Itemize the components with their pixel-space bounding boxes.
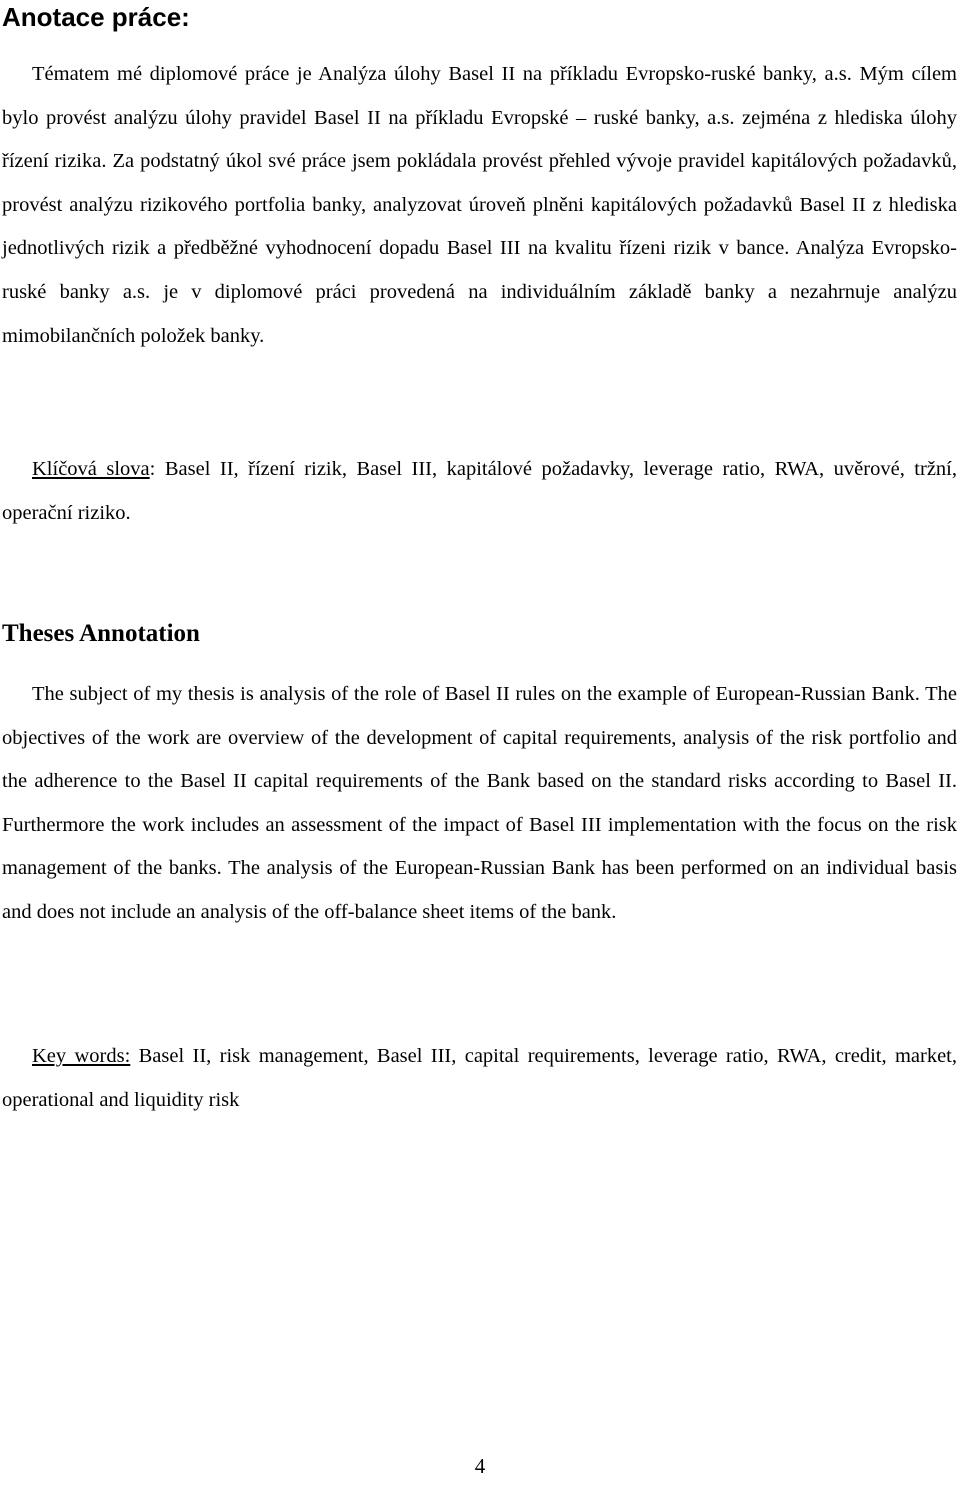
annotation-en-body: The subject of my thesis is analysis of the role of Basel II rules on the example of European-Russian Bank. The objectives of the work are overview of the development of capital requirements, analysis of the risk portfolio and the adherence to the Basel II capital requirements of the Bank based on the standard risks according to Basel II. Furthermore the work includes an assessment of the impact of Basel III implementation with the focus on the risk management of the banks. The analysis of the European-Russian Bank has been performed on an individual basis and does not include an analysis of the off-balance sheet items of the bank. [2, 683, 957, 923]
keywords-cz-label: Klíčová slova [32, 458, 150, 480]
annotation-cz-heading: Anotace práce: [2, 2, 190, 32]
annotation-cz-body: Tématem mé diplomové práce je Analýza úlohy Basel II na příkladu Evropsko-ruské banky, a.s. Mým cílem bylo provést analýzu úlohy pravidel Basel II na příkladu Evropské – ruské banky, a.s. zejména z hlediska úlohy řízení rizika. Za podstatný úkol své práce jsem pokládala provést přehled vývoje pravidel kapitálových požadavků, provést analýzu rizikového portfolia banky, analyzovat úroveň plněni kapitálových požadavků Basel II z hlediska jednotlivých rizik a předběžné vyhodnocení dopadu Basel III na kvalitu řízeni rizik v bance. Analýza Evropsko-ruské banky a.s. je v diplomové práci provedená na individuálním základě banky a nezahrnuje analýzu mimobilančních položek banky. [2, 63, 957, 347]
keywords-cz [2, 448, 957, 535]
keywords-en-label: Key words: [32, 1045, 131, 1067]
page-number: 4 [474, 1454, 486, 1478]
keywords-en-text: Basel II, risk management, Basel III, capital requirements, leverage ratio, RWA, credit, market, operational and liquidity risk [2, 1045, 957, 1111]
keywords-cz-text: : Basel II, řízení rizik, Basel III, kapitálové požadavky, leverage ratio, RWA, uvěrové, tržní, operační riziko. [2, 458, 957, 524]
annotation-en-heading: Theses Annotation [2, 620, 200, 647]
keywords-en [2, 1035, 957, 1122]
